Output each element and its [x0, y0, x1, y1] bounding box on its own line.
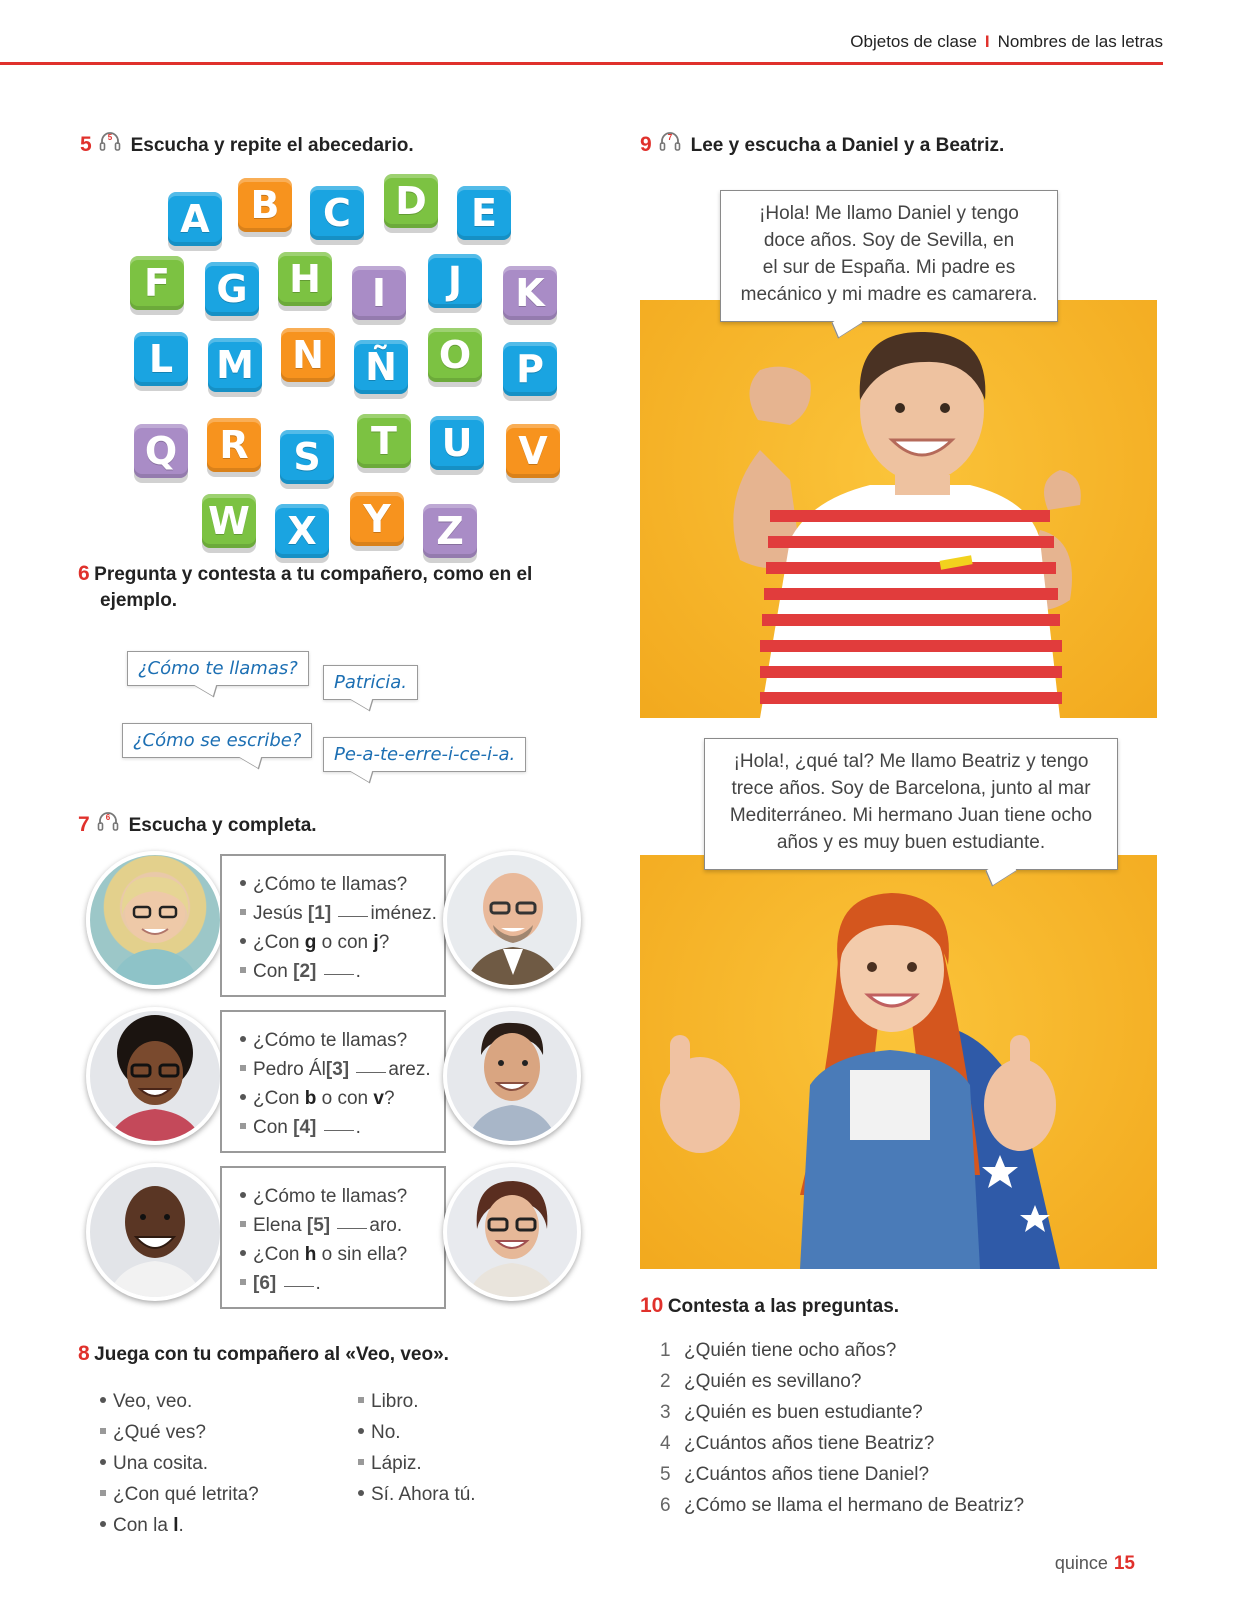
headphones-icon[interactable]: [96, 810, 120, 834]
bubble-question-name-text: ¿Cómo te llamas?: [138, 658, 298, 679]
letter-tile-w: W: [202, 494, 256, 548]
avatar-woman-curly: [86, 1007, 224, 1145]
headphones-icon[interactable]: [98, 130, 122, 154]
ex9-heading: [640, 130, 1004, 157]
letter-tile-u: U: [430, 416, 484, 470]
headphones-icon[interactable]: [658, 130, 682, 154]
letter-tile-q: Q: [134, 424, 188, 478]
box2-line1: ¿Cómo te llamas?: [253, 1030, 408, 1051]
avatar-bald-man: [443, 851, 581, 989]
ex5-heading: [80, 130, 414, 157]
ex7-number: 7: [78, 813, 90, 836]
ex7-heading: [78, 810, 317, 837]
letter-tile-d: D: [384, 174, 438, 228]
gap-2-blank[interactable]: [324, 974, 354, 975]
gap-4-label: [4]: [293, 1117, 317, 1138]
ex7-track: 6: [105, 813, 111, 822]
ex10-question-1: 1 ¿Quién tiene ocho años?: [660, 1340, 897, 1361]
ex10-question-4: 4 ¿Cuántos años tiene Beatriz?: [660, 1433, 935, 1454]
bubble-answer-spell: [323, 737, 526, 772]
bubble-answer-name: [323, 665, 418, 700]
ex9-title: Lee y escucha a Daniel y a Beatriz.: [690, 135, 1005, 156]
ex8-heading: [78, 1342, 449, 1366]
header-separator: I: [984, 32, 990, 51]
letter-tile-i: I: [352, 266, 406, 320]
ex8-dialogue-col2: Libro. No. Lápiz. Sí. Ahora tú.: [358, 1386, 476, 1510]
ex6-title-line2: ejemplo.: [100, 590, 178, 611]
letter-tile-g: G: [205, 262, 259, 316]
photo-beatriz: [640, 855, 1157, 1269]
page-number-word: quince: [1054, 1553, 1108, 1573]
bubble-question-name: [127, 651, 309, 686]
avatar-older-woman: [86, 851, 224, 989]
letter-tile-t: T: [357, 414, 411, 468]
ex5-number: 5: [80, 133, 92, 156]
gap-3-blank[interactable]: [356, 1072, 386, 1073]
ex8-number: 8: [78, 1342, 90, 1365]
box3-line1: ¿Cómo te llamas?: [253, 1186, 408, 1207]
ex10-question-2: 2 ¿Quién es sevillano?: [660, 1371, 862, 1392]
ex6-number: 6: [78, 562, 90, 585]
gap-1-blank[interactable]: [338, 916, 368, 917]
page-footer: [1055, 1553, 1135, 1575]
ex10-question-6: 6 ¿Cómo se llama el hermano de Beatriz?: [660, 1495, 1025, 1516]
letter-tile-o: O: [428, 328, 482, 382]
photo-daniel: [640, 300, 1157, 718]
ex10-heading: [640, 1294, 899, 1318]
ex6-title-line1: Pregunta y contesta a tu compañero, como en el: [94, 564, 533, 585]
beatriz-speech-bubble: ¡Hola!, ¿qué tal? Me llamo Beatriz y tengo trece años. Soy de Barcelona, junto al mar Mediterráneo. Mi hermano Juan tiene ocho años y es muy buen estudiante.: [704, 738, 1118, 870]
letter-tile-r: R: [207, 418, 261, 472]
letter-tile-s: S: [280, 430, 334, 484]
ex7-box-1: ¿Cómo te llamas? Jesús [1] iménez. ¿Con g o con j? Con [2] .: [220, 854, 446, 997]
ex6-heading: [78, 562, 578, 612]
letter-tile-m: M: [208, 338, 262, 392]
header-section-2: Nombres de las letras: [997, 32, 1163, 51]
letter-tile-v: V: [506, 424, 560, 478]
letter-tile-ñ: Ñ: [354, 340, 408, 394]
page-header: [0, 28, 1163, 68]
header-rule: [0, 62, 1163, 65]
ex8-title: Juega con tu compañero al «Veo, veo».: [94, 1344, 449, 1365]
letter-tile-c: C: [310, 186, 364, 240]
letter-tile-y: Y: [350, 492, 404, 546]
ex7-box-2: ¿Cómo te llamas? Pedro Ál[3] arez. ¿Con b o con v? Con [4] .: [220, 1010, 446, 1153]
letter-tile-f: F: [130, 256, 184, 310]
ex9-number: 9: [640, 133, 652, 156]
header-titles: [850, 32, 1163, 52]
gap-3-label: [3]: [325, 1059, 350, 1080]
letter-tile-p: P: [503, 342, 557, 396]
bubble-answer-name-text: Patricia.: [334, 672, 407, 693]
letter-tile-n: N: [281, 328, 335, 382]
letter-tile-e: E: [457, 186, 511, 240]
gap-6-label: [6]: [253, 1273, 277, 1294]
bubble-question-spell: [122, 723, 312, 758]
letter-tile-z: Z: [423, 504, 477, 558]
gap-5-blank[interactable]: [337, 1228, 367, 1229]
box1-line1: ¿Cómo te llamas?: [253, 874, 408, 895]
ex5-track: 5: [107, 133, 113, 142]
ex7-box-3: ¿Cómo te llamas? Elena [5] aro. ¿Con h o sin ella? [6] .: [220, 1166, 446, 1309]
letter-tile-j: J: [428, 254, 482, 308]
ex9-track: 7: [667, 133, 673, 142]
ex10-title: Contesta a las preguntas.: [667, 1296, 900, 1317]
ex10-number: 10: [640, 1294, 664, 1317]
ex10-question-5: 5 ¿Cuántos años tiene Daniel?: [660, 1464, 930, 1485]
letter-tile-k: K: [503, 266, 557, 320]
letter-tile-l: L: [134, 332, 188, 386]
gap-4-blank[interactable]: [324, 1130, 354, 1131]
gap-5-label: [5]: [306, 1215, 331, 1236]
header-section-1: Objetos de clase: [850, 32, 977, 51]
bubble-answer-spell-text: Pe-a-te-erre-i-ce-i-a.: [334, 744, 516, 765]
letter-tile-b: B: [238, 178, 292, 232]
page-number: 15: [1113, 1553, 1135, 1574]
gap-2-label: [2]: [293, 961, 317, 982]
letter-tile-h: H: [278, 252, 332, 306]
avatar-young-man: [443, 1007, 581, 1145]
letter-tile-x: X: [275, 504, 329, 558]
bubble-question-spell-text: ¿Cómo se escribe?: [133, 730, 302, 751]
ex7-title: Escucha y completa.: [128, 815, 317, 836]
daniel-speech-bubble: ¡Hola! Me llamo Daniel y tengo doce años. Soy de Sevilla, en el sur de España. Mi padre es mecánico y mi madre es camarera.: [720, 190, 1058, 322]
ex5-title: Escucha y repite el abecedario.: [130, 135, 414, 156]
ex10-question-3: 3 ¿Quién es buen estudiante?: [660, 1402, 923, 1423]
ex8-dialogue-col1: Veo, veo. ¿Qué ves? Una cosita. ¿Con qué letrita? Con la l.: [100, 1386, 259, 1541]
avatar-smiling-man: [86, 1163, 224, 1301]
letter-tile-a: A: [168, 192, 222, 246]
gap-6-blank[interactable]: [284, 1286, 314, 1287]
gap-1-label: [1]: [307, 903, 332, 924]
avatar-woman-short-hair: [443, 1163, 581, 1301]
